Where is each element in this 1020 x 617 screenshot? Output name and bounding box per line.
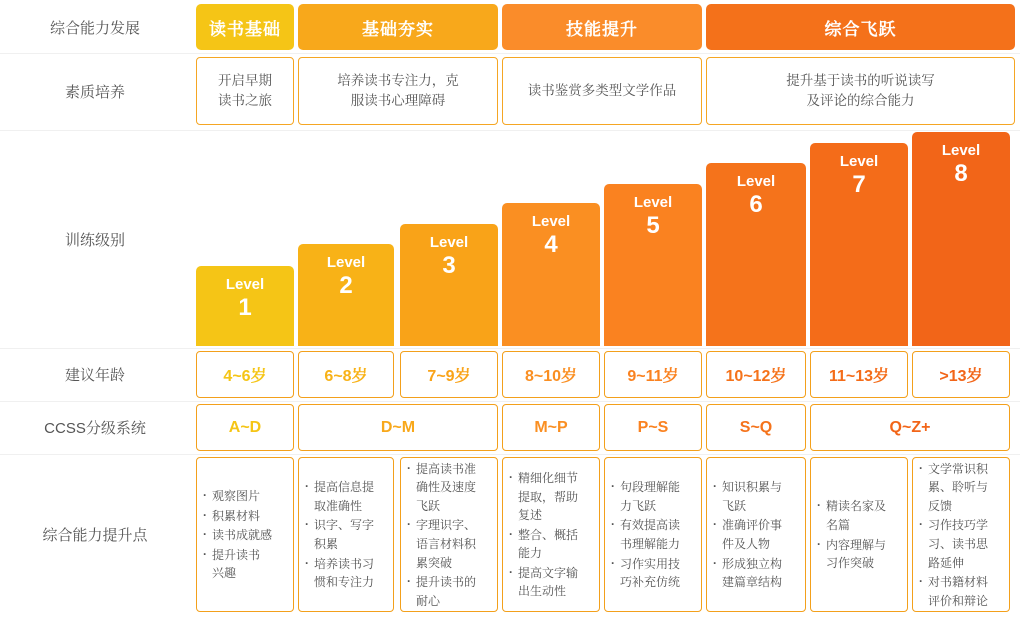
points-item: · 内容理解与 习作突破 <box>817 536 901 573</box>
points-item: · 提升读书 兴趣 <box>203 546 287 583</box>
points-item: · 准确评价事 件及人物 <box>713 516 799 553</box>
points-list-3 <box>407 460 491 612</box>
points-item: · 提升读书的 耐心 <box>407 573 491 610</box>
stage-banner-1: 读书基础 <box>196 4 294 50</box>
points-item: · 积累材料 <box>203 507 287 526</box>
row-divider <box>0 130 1020 131</box>
level-bar-4 <box>502 203 600 346</box>
ccss-cell-1: A~D <box>196 404 294 451</box>
ccss-cell-3: M~P <box>502 404 600 451</box>
level-bar-2 <box>298 244 394 346</box>
age-cell-2: 6~8岁 <box>298 351 394 398</box>
points-item: · 习作技巧学 习、读书思 路延伸 <box>919 516 1003 572</box>
points-item: · 形成独立构 建篇章结构 <box>713 555 799 592</box>
row-divider <box>0 348 1020 349</box>
ccss-cell-5: S~Q <box>706 404 806 451</box>
level-bar-3 <box>400 224 498 346</box>
points-item: · 观察图片 <box>203 487 287 506</box>
level-num-4: 4 <box>544 230 558 258</box>
row-label-quality: 素质培养 <box>64 83 125 101</box>
row-label-levels: 训练级别 <box>64 232 125 249</box>
points-cell-6 <box>706 457 806 612</box>
age-cell-8: >13岁 <box>912 351 1010 398</box>
row-divider <box>0 401 1020 402</box>
points-item: · 字理识字、 语言材料积 累突破 <box>407 516 491 572</box>
ccss-cell-6: Q~Z+ <box>810 404 1010 451</box>
ccss-cell-2: D~M <box>298 404 498 451</box>
points-item: · 提高文字输 出生动性 <box>509 564 593 601</box>
level-word-1: Level <box>225 276 265 293</box>
age-cell-5: 9~11岁 <box>604 351 702 398</box>
points-cell-5 <box>604 457 702 612</box>
level-num-1: 1 <box>238 293 252 321</box>
level-word-6: Level <box>736 173 776 190</box>
points-cell-1 <box>196 457 294 612</box>
stage-banner-4: 综合飞跃 <box>706 4 1015 50</box>
level-bar-7 <box>810 143 908 346</box>
quality-box-2: 培养读书专注力，克 服读书心理障碍 <box>298 57 498 125</box>
points-item: · 识字、写字 积累 <box>305 516 387 553</box>
points-item: · 读书成就感 <box>203 526 287 545</box>
row-divider <box>0 53 1020 54</box>
points-list-4 <box>509 469 593 602</box>
stage-banner-2: 基础夯实 <box>298 4 498 50</box>
points-list-5 <box>611 478 695 593</box>
points-item: · 文学常识积 累、聆听与 反馈 <box>919 460 1003 516</box>
points-item: · 精细化细节 提取，帮助 复述 <box>509 469 593 525</box>
points-item: · 提高信息提 取准确性 <box>305 478 387 515</box>
level-word-2: Level <box>326 254 366 271</box>
points-cell-7 <box>810 457 908 612</box>
level-bar-8 <box>912 132 1010 346</box>
level-num-7: 7 <box>852 170 866 198</box>
points-list-1 <box>203 487 287 584</box>
points-cell-4 <box>502 457 600 612</box>
points-item: · 有效提高读 书理解能力 <box>611 516 695 553</box>
level-word-5: Level <box>633 194 673 211</box>
age-cell-7: 11~13岁 <box>810 351 908 398</box>
ccss-cell-4: P~S <box>604 404 702 451</box>
level-num-2: 2 <box>339 271 353 299</box>
age-cell-1: 4~6岁 <box>196 351 294 398</box>
level-num-3: 3 <box>442 251 456 279</box>
quality-box-1: 开启早期 读书之旅 <box>196 57 294 125</box>
row-label-development: 综合能力发展 <box>49 19 140 37</box>
stage-banner-3: 技能提升 <box>502 4 702 50</box>
points-item: · 知识积累与 飞跃 <box>713 478 799 515</box>
row-label-points: 综合能力提升点 <box>42 527 148 544</box>
level-bar-1 <box>196 266 294 346</box>
age-cell-6: 10~12岁 <box>706 351 806 398</box>
points-item: · 培养读书习 惯和专注力 <box>305 555 387 592</box>
points-item: · 句段理解能 力飞跃 <box>611 478 695 515</box>
row-divider <box>0 454 1020 455</box>
level-word-3: Level <box>429 234 469 251</box>
level-word-7: Level <box>839 153 879 170</box>
row-label-age: 建议年龄 <box>64 367 125 384</box>
level-bar-5 <box>604 184 702 346</box>
points-list-8 <box>919 460 1003 612</box>
points-list-2 <box>305 478 387 593</box>
level-bar-6 <box>706 163 806 346</box>
points-item: · 习作实用技 巧补充仿统 <box>611 555 695 592</box>
quality-box-4: 提升基于读书的听说读写 及评论的综合能力 <box>706 57 1015 125</box>
age-cell-3: 7~9岁 <box>400 351 498 398</box>
points-item: · 精读名家及 名篇 <box>817 497 901 534</box>
points-cell-2 <box>298 457 394 612</box>
points-item: · 提高读书准 确性及速度 飞跃 <box>407 460 491 516</box>
level-word-8: Level <box>941 142 981 159</box>
points-item: · 整合、概括 能力 <box>509 526 593 563</box>
row-label-ccss: CCSS分级系统 <box>44 420 146 437</box>
level-word-4: Level <box>531 213 571 230</box>
level-num-6: 6 <box>749 190 763 218</box>
points-item: · 对书籍材料 评价和辩论 <box>919 573 1003 610</box>
age-cell-4: 8~10岁 <box>502 351 600 398</box>
level-num-8: 8 <box>954 159 968 187</box>
level-num-5: 5 <box>646 211 660 239</box>
quality-box-3: 读书鉴赏多类型文学作品 <box>502 57 702 125</box>
points-cell-8 <box>912 457 1010 612</box>
points-list-6 <box>713 478 799 593</box>
points-list-7 <box>817 497 901 573</box>
points-cell-3 <box>400 457 498 612</box>
